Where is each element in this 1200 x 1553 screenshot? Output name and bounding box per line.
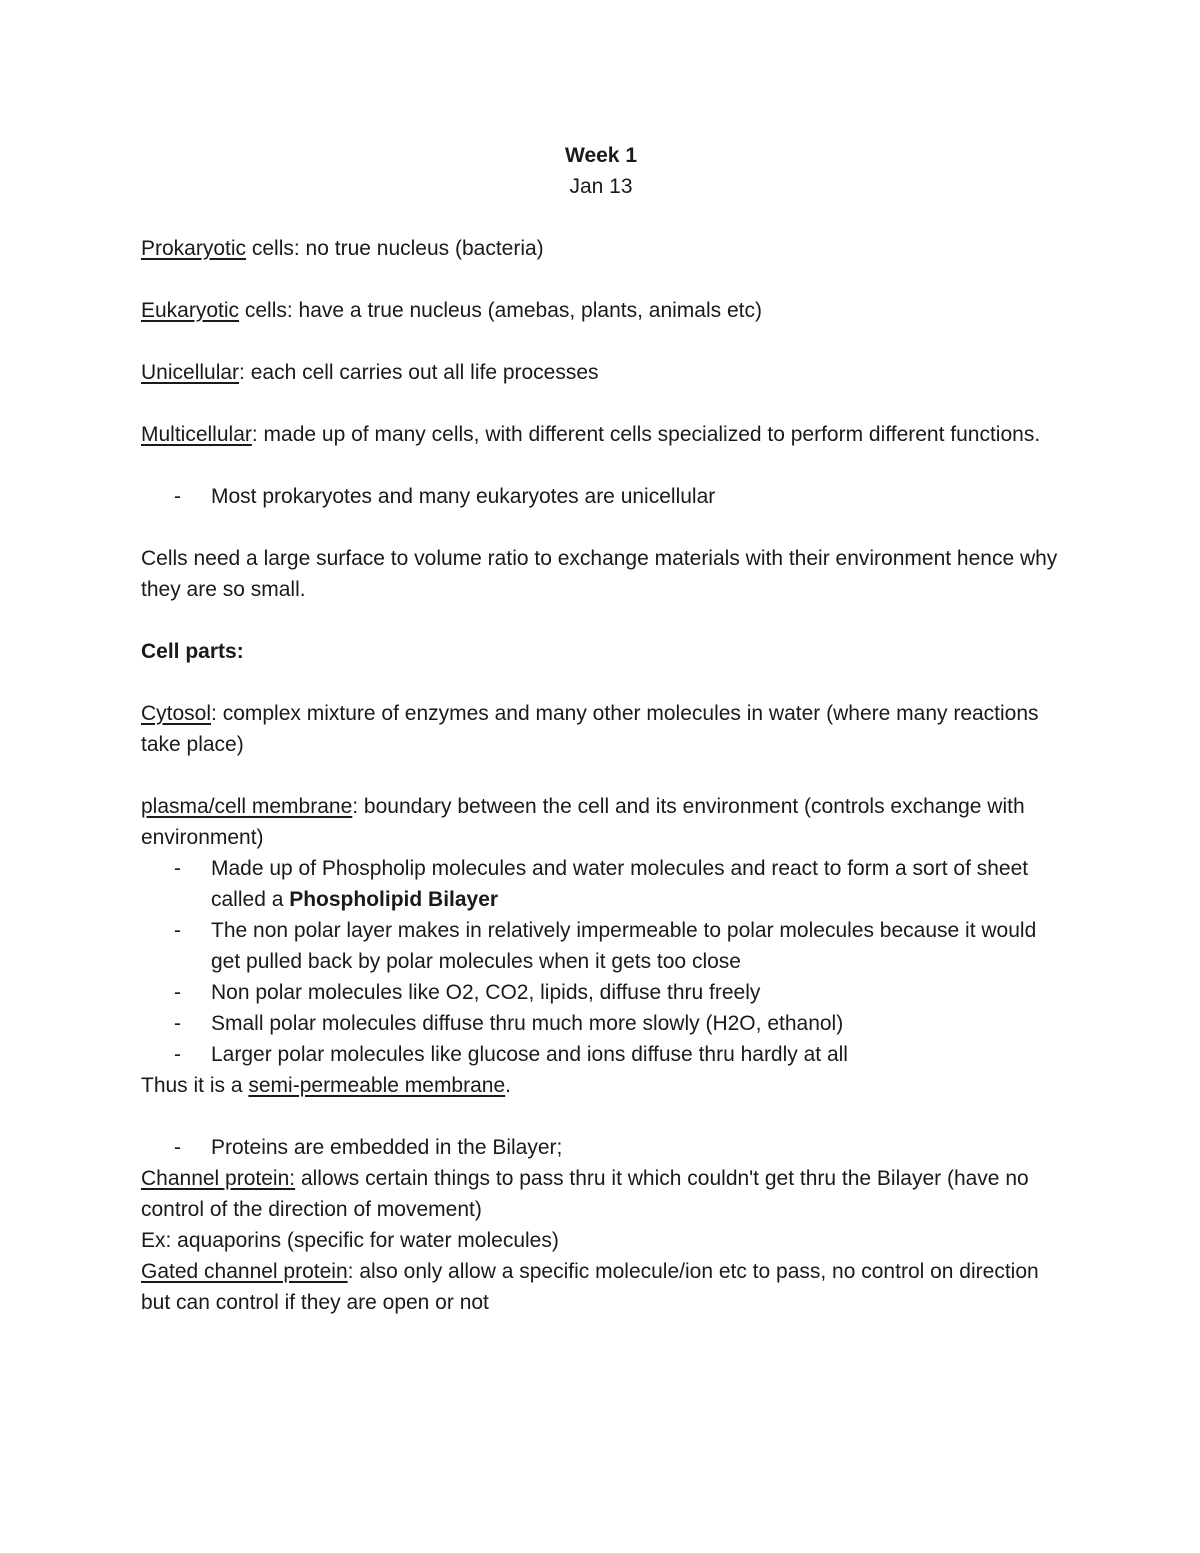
list-item: - Made up of Phospholip molecules and water molecules and react to form a sort of sheet called a Phospholipid Bilayer <box>141 853 1061 915</box>
definition-text: : made up of many cells, with different cells specialized to perform different functions. <box>251 423 1041 446</box>
unicellular-note-list <box>141 481 1061 512</box>
list-item: - Proteins are embedded in the Bilayer; <box>141 1132 1061 1163</box>
list-item: - Non polar molecules like O2, CO2, lipids, diffuse thru freely <box>141 977 1061 1008</box>
term-gated-channel-protein: Gated channel protein <box>141 1260 348 1283</box>
definition-text: : boundary between the cell and its environment (controls exchange with environment) <box>141 795 1025 849</box>
definition-text: : each cell carries out all life processes <box>239 361 599 384</box>
term-cytosol: Cytosol <box>141 702 212 725</box>
definition-text: : also only allow a specific molecule/ion etc to pass, no control on direction but can control if they are open or not <box>141 1260 1039 1314</box>
list-item: - Larger polar molecules like glucose and ions diffuse thru hardly at all <box>141 1039 1061 1070</box>
list-item: - The non polar layer makes in relatively impermeable to polar molecules because it would get pulled back by polar molecules when it gets too close <box>141 915 1061 977</box>
definition-multicellular <box>141 419 1061 450</box>
cell-parts-heading: Cell parts: <box>141 640 244 663</box>
definition-channel-protein <box>141 1163 1061 1225</box>
proteins-bullet-list <box>141 1132 1061 1163</box>
document-body <box>141 140 1061 1318</box>
term-unicellular: Unicellular <box>141 361 240 384</box>
term-prokaryotic: Prokaryotic <box>141 237 247 260</box>
definition-gated-channel-protein <box>141 1256 1061 1318</box>
term-eukaryotic: Eukaryotic <box>141 299 240 322</box>
list-item: - Small polar molecules diffuse thru much more slowly (H2O, ethanol) <box>141 1008 1061 1039</box>
term-semi-permeable-membrane: semi-permeable membrane <box>248 1074 506 1097</box>
surface-volume-paragraph: Cells need a large surface to volume ratio to exchange materials with their environment hence why they are so small. <box>141 547 1058 601</box>
definition-prokaryotic <box>141 233 1061 264</box>
definition-plasma-membrane <box>141 791 1061 853</box>
list-item: - Most prokaryotes and many eukaryotes are unicellular <box>141 481 1061 512</box>
definition-text: cells: no true nucleus (bacteria) <box>246 237 544 260</box>
membrane-bullet-list <box>141 853 1061 1070</box>
channel-example: Ex: aquaporins (specific for water molecules) <box>141 1229 559 1252</box>
page-title: Week 1 <box>565 144 637 167</box>
definition-text: allows certain things to pass thru it which couldn't get thru the Bilayer (have no control of the direction of movement) <box>141 1167 1029 1221</box>
page-date: Jan 13 <box>569 175 633 198</box>
term-plasma-membrane: plasma/cell membrane <box>141 795 353 818</box>
semi-permeable-conclusion: Thus it is a semi-permeable membrane. <box>141 1074 511 1097</box>
definition-text: : complex mixture of enzymes and many other molecules in water (where many reactions take place) <box>141 702 1039 756</box>
term-multicellular: Multicellular <box>141 423 252 446</box>
definition-unicellular <box>141 357 1061 388</box>
definition-eukaryotic <box>141 295 1061 326</box>
term-channel-protein: Channel protein: <box>141 1167 296 1190</box>
definition-text: cells: have a true nucleus (amebas, plants, animals etc) <box>239 299 762 322</box>
phospholipid-bilayer-term: Phospholipid Bilayer <box>289 888 499 911</box>
definition-cytosol <box>141 698 1061 760</box>
